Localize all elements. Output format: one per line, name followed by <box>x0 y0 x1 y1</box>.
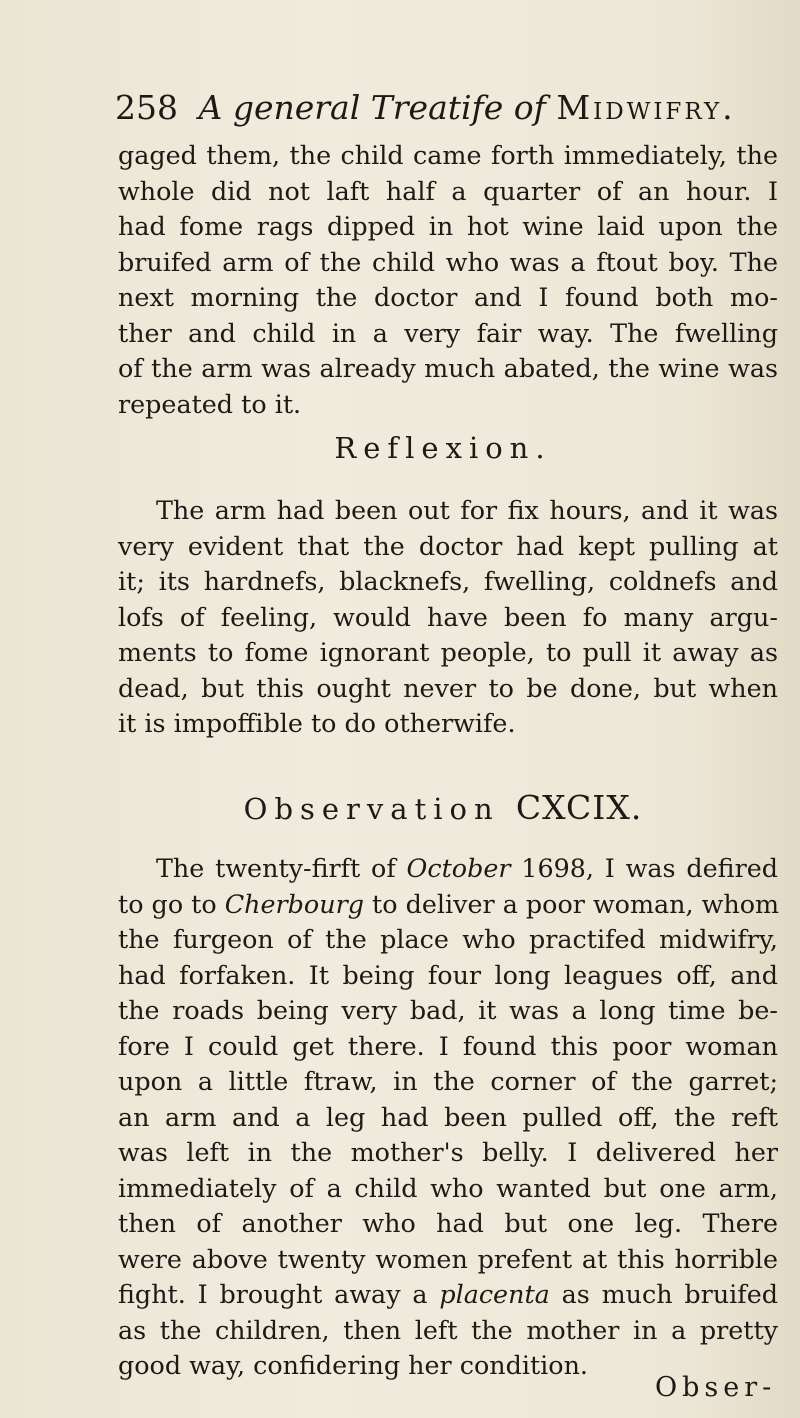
text-line <box>118 1277 778 1313</box>
text-line: it is impoffible to do otherwife. <box>118 708 516 738</box>
text-line: was left in the mother's belly. I delivered her <box>118 1137 778 1167</box>
catchword: Obser- <box>655 1372 777 1403</box>
section-heading-reflexion <box>118 428 768 468</box>
text-fragment: fight. <box>118 1279 186 1309</box>
text-line: repeated to it. <box>118 388 302 419</box>
running-section: Midwifry. <box>556 88 736 127</box>
text-line: immediately of a child who wanted but one arm, <box>118 1172 778 1203</box>
text-line: as the children, then left the mother in a pretty <box>118 1314 778 1345</box>
text-line: upon a little ftraw, in the corner of the garret; <box>118 1066 778 1096</box>
paragraph-case-end <box>118 138 778 422</box>
text-line <box>118 887 778 923</box>
text-fragment: 1698, I was defired <box>510 853 778 883</box>
text-line: had forfaken. It being four long leagues off, and <box>118 959 778 990</box>
heading-label: Observation <box>243 792 500 826</box>
text-fragment: I brought away a <box>197 1279 440 1309</box>
text-fragment: as much bruifed <box>549 1279 778 1309</box>
text-line: whole did not laft half a quarter of an hour. I <box>118 175 778 206</box>
text-line: lofs of feeling, would have been fo many argu- <box>118 601 778 632</box>
text-fragment: to go to <box>118 888 225 919</box>
paragraph-reflexion <box>118 493 778 742</box>
text-line: ments to fome ignorant people, to pull it away as <box>118 637 778 667</box>
text-line: were above twenty women prefent at this horrible <box>118 1243 778 1274</box>
page-number: 258 <box>115 88 178 127</box>
text-line: an arm and a leg had been pulled off, the reft <box>118 1101 778 1132</box>
running-header <box>115 88 765 128</box>
text-line: dead, but this ought never to be done, but when <box>118 672 778 703</box>
place-name: Cherbourg <box>224 888 364 919</box>
term-placenta: placenta <box>439 1279 550 1309</box>
text-line: gaged them, the child came forth immediately, the <box>118 140 778 170</box>
text-line: very evident that the doctor had kept pulling at <box>118 530 778 561</box>
text-line: had fome rags dipped in hot wine laid upon the <box>118 211 778 241</box>
text-line: The arm had been out for fix hours, and it was <box>156 495 778 525</box>
text-line: then of another who had but one leg. There <box>118 1208 778 1238</box>
text-line: bruifed arm of the child who was a ftout boy. The <box>118 246 778 277</box>
text-line <box>118 851 778 887</box>
text-line: the furgeon of the place who practifed midwifry, <box>118 924 778 954</box>
text-line: of the arm was already much abated, the wine was <box>118 353 778 383</box>
text-fragment: to deliver a poor woman, whom <box>363 888 780 919</box>
text-fragment: The twenty-firft of <box>156 853 407 883</box>
text-line: next morning the doctor and I found both mo- <box>118 282 778 312</box>
text-line: the roads being very bad, it was a long time be- <box>118 995 778 1025</box>
text-line: it; its hardnefs, blacknefs, fwelling, coldnefs and <box>118 566 778 596</box>
month-name: October <box>406 853 511 883</box>
text-line: ther and child in a very fair way. The fwelling <box>118 317 778 348</box>
section-heading-observation <box>118 788 768 829</box>
heading-text: Reflexion. <box>334 431 552 465</box>
paragraph-observation <box>118 851 778 1384</box>
heading-number: CXCIX. <box>515 788 643 827</box>
running-title: A general Treatife of <box>198 88 546 127</box>
text-line: fore I could get there. I found this poor woman <box>118 1030 778 1061</box>
text-line: good way, confidering her condition. <box>118 1350 588 1380</box>
